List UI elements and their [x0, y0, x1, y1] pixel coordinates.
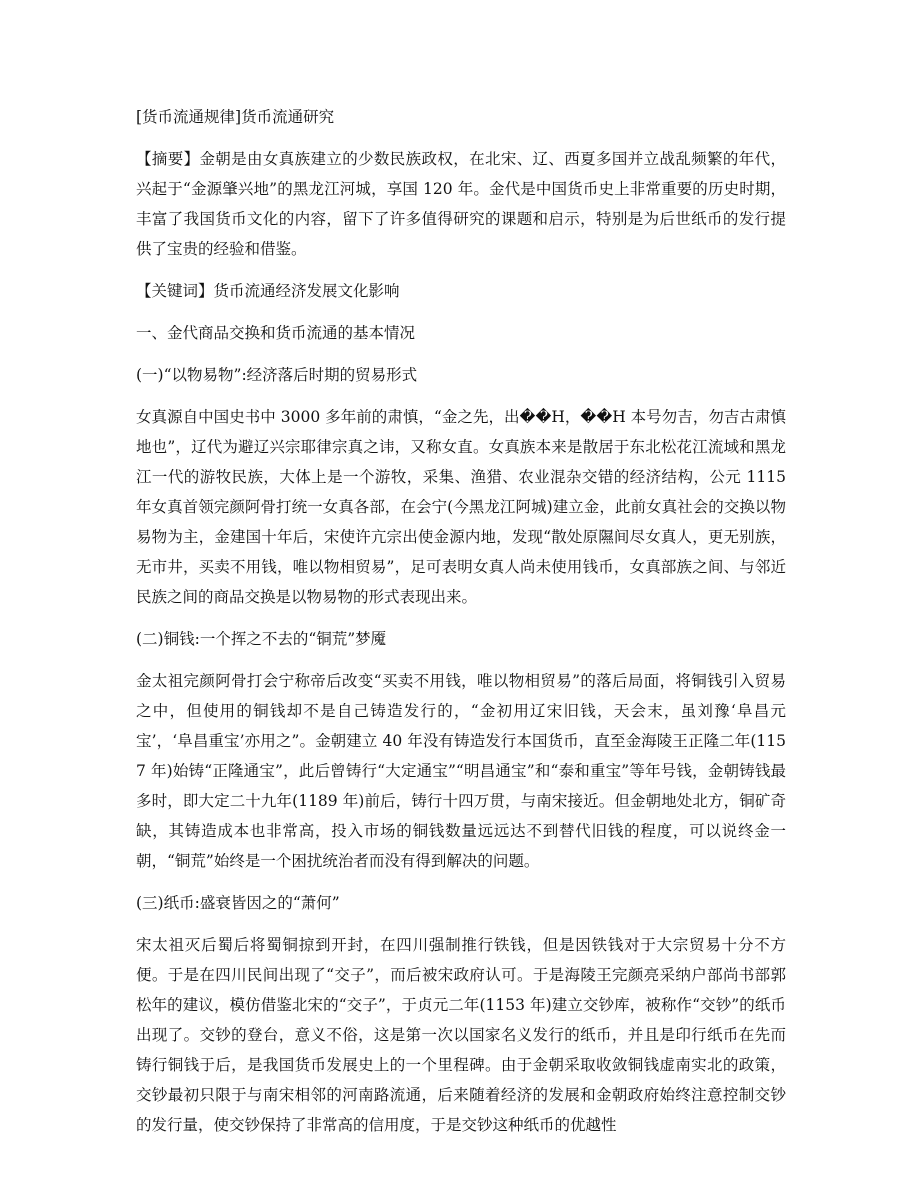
subsection-heading-1: (一)“以物易物”:经济落后时期的贸易形式	[136, 366, 418, 384]
subsection-body-3: 宋太祖灭后蜀后将蜀铜掠到开封，在四川强制推行铁钱，但是因铁钱对于大宗贸易十分不方便。于是在四川民间出现了“交子”，而后被宋政府认可。于是海陵王完颜亮采纳户部尚书部郭松年的建议，模仿借鉴北宋的“交子”，于贞元二年(1153 年)建立交钞库，被称作“交钞”的纸币出现了。交钞的登台，意义不俗，这是第一次以国家名义发行的纸币，并且是印行纸币在先而铸行铜钱于后，是我国货币发展史上的一个里程碑。由于金朝采取收敛铜钱虚南实北的政策，交钞最初只限于与南宋相邻的河南路流通，后来随着经济的发展和金朝政府始终注意控制交钞的发行量，使交钞保持了非常高的信用度，于是交钞这种纸币的优越性	[136, 936, 786, 1134]
section-heading-1: 一、金代商品交换和货币流通的基本情况	[136, 324, 416, 342]
keywords-line: 【关键词】货币流通经济发展文化影响	[136, 282, 400, 300]
subsection-heading-3: (三)纸币:盛衰皆因之的“萧何”	[136, 894, 340, 912]
document-content	[136, 102, 786, 1152]
subsection-body-2: 金太祖完颜阿骨打会宁称帝后改变“买卖不用钱，唯以物相贸易”的落后局面，将铜钱引入贸易之中，但使用的铜钱却不是自己铸造发行的，“金初用辽宋旧钱，天会末，虽刘豫‘阜昌元宝’，‘阜昌重宝’亦用之”。金朝建立 40 年没有铸造发行本国货币，直至金海陵王正隆二年(1157 年)始铸“正隆通宝”，此后曾铸行“大定通宝”“明昌通宝”和“泰和重宝”等年号钱，金朝铸钱最多时，即大定二十九年(1189 年)前后，铸行十四万贯，与南宋接近。但金朝地处北方，铜矿奇缺，其铸造成本也非常高，投入市场的铜钱数量远远达不到替代旧钱的程度，可以说终金一朝，“铜荒”始终是一个困扰统治者而没有得到解决的问题。	[136, 672, 786, 870]
subsection-heading-2: (二)铜钱:一个挥之不去的“铜荒”梦魇	[136, 630, 387, 648]
abstract-paragraph: 【摘要】金朝是由女真族建立的少数民族政权，在北宋、辽、西夏多国并立战乱频繁的年代，兴起于“金源肇兴地”的黑龙江河城，享国 120 年。金代是中国货币史上非常重要的历史时期，丰富了我国货币文化的内容，留下了许多值得研究的课题和启示，特别是为后世纸币的发行提供了宝贵的经验和借鉴。	[136, 150, 786, 258]
subsection-body-1: 女真源自中国史书中 3000 多年前的肃慎，“金之先，出��H，��H 本号勿吉，勿吉古肃慎地也”，辽代为避辽兴宗耶律宗真之讳，又称女直。女真族本来是散居于东北松花江流域和黑龙江一代的游牧民族，大体上是一个游牧，采集、渔猎、农业混杂交错的经济结构，公元 1115 年女真首领完颜阿骨打统一女真各部，在会宁(今黑龙江阿城)建立金，此前女真社会的交换以物易物为主，金建国十年后，宋使许亢宗出使金源内地，发现“散处原隰间尽女真人，更无别族，无市井，买卖不用钱，唯以物相贸易”，足可表明女真人尚未使用钱币，女真部族之间、与邻近民族之间的商品交换是以物易物的形式表现出来。	[136, 408, 786, 606]
document-title: [货币流通规律]货币流通研究	[136, 108, 335, 126]
